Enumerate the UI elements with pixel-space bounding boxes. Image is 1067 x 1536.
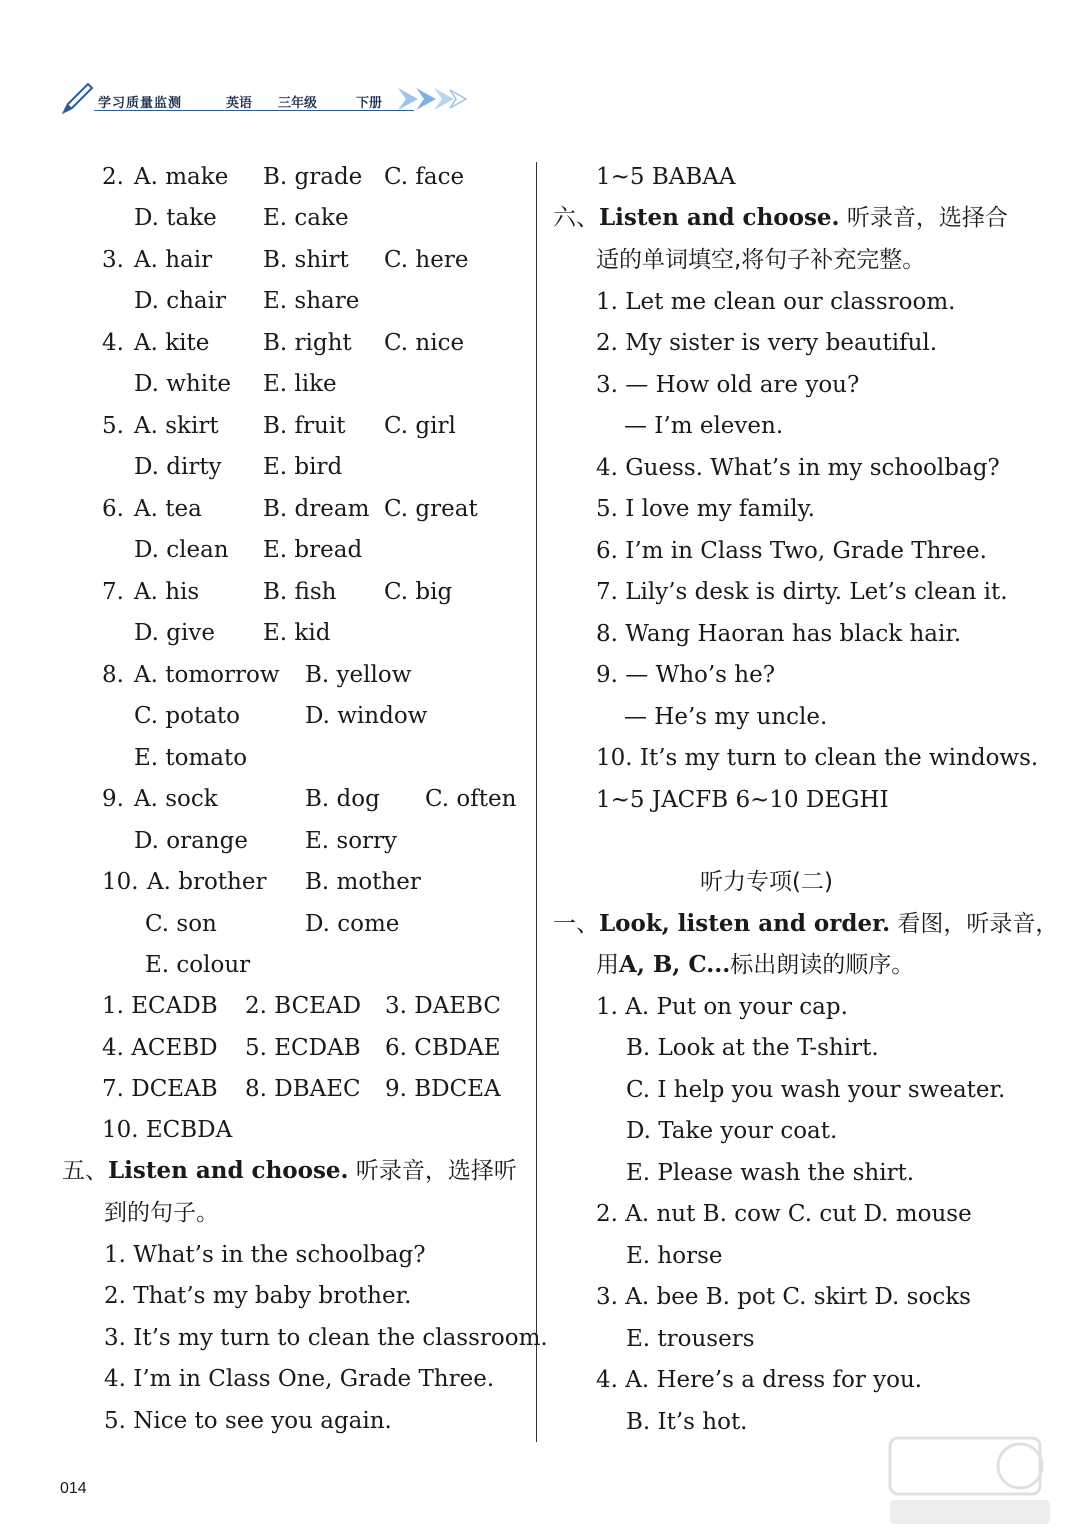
option: E. share xyxy=(263,288,360,314)
term-label: 下册 xyxy=(356,96,383,111)
option: E. like xyxy=(263,371,337,397)
sentence: 4. Guess. What’s in my schoolbag? xyxy=(596,455,1000,481)
option: C. I help you wash your sweater. xyxy=(626,1077,1006,1103)
pen-icon xyxy=(60,80,96,116)
option: E. cake xyxy=(263,205,349,231)
option: C. potato xyxy=(134,703,241,729)
option: C. girl xyxy=(384,413,456,439)
sentence: 1. Let me clean our classroom. xyxy=(596,289,956,315)
answer-key: 1. ECADB xyxy=(102,993,218,1019)
option: D. window xyxy=(305,703,428,729)
option: E. Please wash the shirt. xyxy=(626,1160,915,1186)
option: D. Take your coat. xyxy=(626,1118,838,1144)
option: C. nice xyxy=(384,330,465,356)
sentence: 2. My sister is very beautiful. xyxy=(596,330,938,356)
sentence: — He’s my uncle. xyxy=(624,704,828,730)
answer-key: 7. DCEAB xyxy=(102,1076,218,1102)
sentence: 7. Lily’s desk is dirty. Let’s clean it. xyxy=(596,579,1008,605)
option: A. hair xyxy=(134,247,213,273)
watermark-logo xyxy=(880,1430,1060,1530)
answer-key: 1~5 BABAA xyxy=(596,164,736,190)
question-number: 9. xyxy=(102,786,124,812)
sentence: 8. Wang Haoran has black hair. xyxy=(596,621,962,647)
sentence: — I’m eleven. xyxy=(624,413,784,439)
option: B. dream xyxy=(263,496,370,522)
option: D. orange xyxy=(134,828,248,854)
option: E. trousers xyxy=(626,1326,755,1352)
option: A. kite xyxy=(134,330,210,356)
option: 3. A. bee B. pot C. skirt D. socks xyxy=(596,1284,971,1310)
answer-key: 8. DBAEC xyxy=(245,1076,361,1102)
option: 2. A. nut B. cow C. cut D. mouse xyxy=(596,1201,972,1227)
page-number: 014 xyxy=(60,1480,87,1497)
option: D. white xyxy=(134,371,231,397)
column-divider xyxy=(536,162,537,1442)
option: B. fish xyxy=(263,579,337,605)
answer-key: 2. BCEAD xyxy=(245,993,362,1019)
option: B. Look at the T-shirt. xyxy=(626,1035,879,1061)
option: C. here xyxy=(384,247,469,273)
sentence: 5. Nice to see you again. xyxy=(104,1408,392,1434)
question-number: 5. xyxy=(102,413,124,439)
answer-key: 1~5 JACFB 6~10 DEGHI xyxy=(596,787,889,813)
grade-label: 三年级 xyxy=(278,96,318,111)
answer-key: 9. BDCEA xyxy=(385,1076,501,1102)
option: A. tomorrow xyxy=(134,662,280,688)
sentence: 10. It’s my turn to clean the windows. xyxy=(596,745,1039,771)
section-heading-cont: 适的单词填空,将句子补充完整。 xyxy=(596,247,926,273)
option: 4. A. Here’s a dress for you. xyxy=(596,1367,923,1393)
option: A. brother xyxy=(147,869,267,895)
sentence: 6. I’m in Class Two, Grade Three. xyxy=(596,538,987,564)
part-title: 听力专项(二) xyxy=(700,869,833,895)
book-title: 学习质量监测 xyxy=(98,96,183,111)
sentence: 1. What’s in the schoolbag? xyxy=(104,1242,426,1268)
option: C. son xyxy=(145,911,217,937)
option: D. take xyxy=(134,205,217,231)
section-heading: 一、Look, listen and order. 看图，听录音， xyxy=(553,910,1059,937)
sentence: 9. — Who’s he? xyxy=(596,662,776,688)
option: 1. A. Put on your cap. xyxy=(596,994,848,1020)
section-heading: 六、Listen and choose. 听录音，选择合 xyxy=(553,204,1008,231)
sentence: 5. I love my family. xyxy=(596,496,815,522)
option: A. skirt xyxy=(134,413,219,439)
option: D. chair xyxy=(134,288,226,314)
option: B. yellow xyxy=(305,662,412,688)
answer-key: 3. DAEBC xyxy=(385,993,502,1019)
section-heading: 五、Listen and choose. 听录音，选择听 xyxy=(62,1157,517,1184)
sentence: 3. It’s my turn to clean the classroom. xyxy=(104,1325,548,1351)
option: E. bird xyxy=(263,454,343,480)
question-number: 10. xyxy=(102,869,139,895)
answer-key: 4. ACEBD xyxy=(102,1035,218,1061)
option: D. give xyxy=(134,620,215,646)
subject-label: 英语 xyxy=(226,96,253,111)
option: A. his xyxy=(134,579,200,605)
option: B. shirt xyxy=(263,247,349,273)
question-number: 3. xyxy=(102,247,124,273)
sentence: 4. I’m in Class One, Grade Three. xyxy=(104,1366,495,1392)
option: D. come xyxy=(305,911,400,937)
option: E. kid xyxy=(263,620,331,646)
answer-key: 5. ECDAB xyxy=(245,1035,361,1061)
option: B. dog xyxy=(305,786,380,812)
question-number: 2. xyxy=(102,164,124,190)
question-number: 6. xyxy=(102,496,124,522)
option: B. It’s hot. xyxy=(626,1409,748,1435)
option: A. make xyxy=(134,164,229,190)
option: C. big xyxy=(384,579,453,605)
option: E. bread xyxy=(263,537,363,563)
sentence: 3. — How old are you? xyxy=(596,372,860,398)
answer-key: 10. ECBDA xyxy=(102,1117,233,1143)
question-number: 8. xyxy=(102,662,124,688)
section-heading-cont: 到的句子。 xyxy=(104,1200,219,1226)
option: C. face xyxy=(384,164,465,190)
chevrons-icon xyxy=(396,84,470,114)
section-heading-cont: 用A, B, C...标出朗读的顺序。 xyxy=(596,951,915,978)
option: B. right xyxy=(263,330,352,356)
option: E. tomato xyxy=(134,745,248,771)
answer-key: 6. CBDAE xyxy=(385,1035,501,1061)
sentence: 2. That’s my baby brother. xyxy=(104,1283,412,1309)
option: B. fruit xyxy=(263,413,346,439)
option: C. often xyxy=(425,786,517,812)
question-number: 7. xyxy=(102,579,124,605)
question-number: 4. xyxy=(102,330,124,356)
option: A. sock xyxy=(134,786,218,812)
option: D. dirty xyxy=(134,454,222,480)
page-header xyxy=(60,80,480,120)
option: E. horse xyxy=(626,1243,723,1269)
option: B. grade xyxy=(263,164,363,190)
option: D. clean xyxy=(134,537,229,563)
option: B. mother xyxy=(305,869,421,895)
option: E. colour xyxy=(145,952,251,978)
option: C. great xyxy=(384,496,478,522)
option: A. tea xyxy=(134,496,202,522)
option: E. sorry xyxy=(305,828,398,854)
